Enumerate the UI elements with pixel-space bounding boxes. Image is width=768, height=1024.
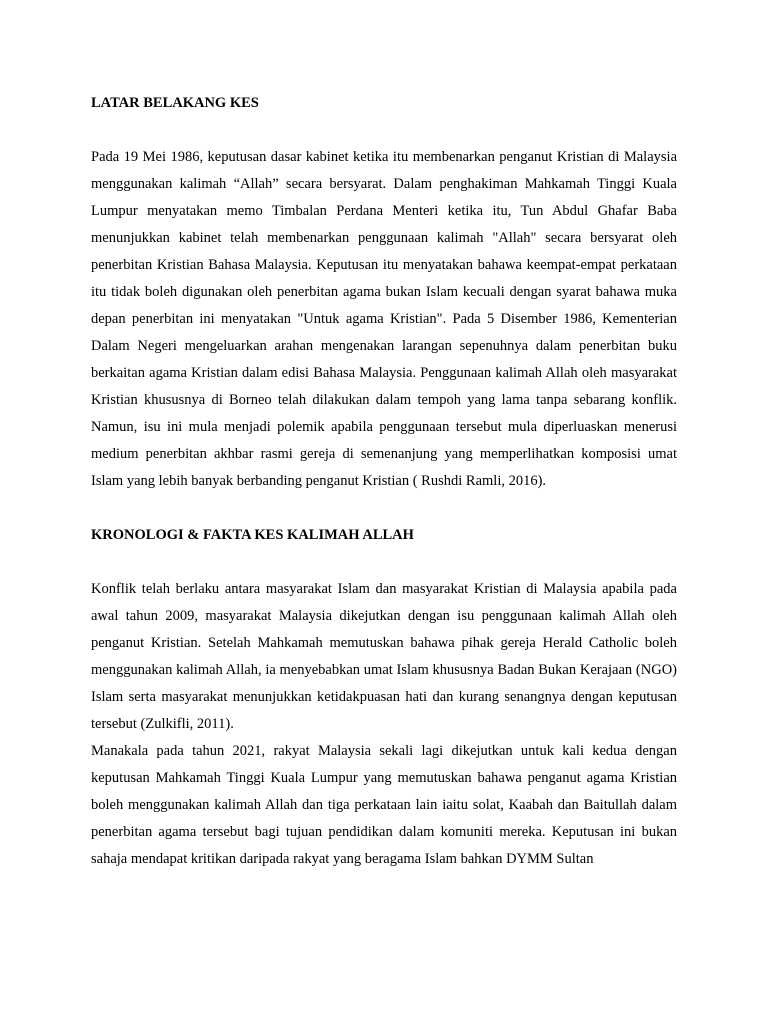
section-heading-kronologi: KRONOLOGI & FAKTA KES KALIMAH ALLAH xyxy=(91,527,414,543)
paragraph-latar-belakang: Pada 19 Mei 1986, keputusan dasar kabinet ketika itu membenarkan penganut Kristian di Malaysia menggunakan kalimah “Allah” secara bersyarat. Dalam penghakiman Mahkamah Tinggi Kuala Lumpur menyatakan memo Timbalan Perdana Menteri ketika itu, Tun Abdul Ghafar Baba menunjukkan kabinet telah membenarkan penggunaan kalimah "Allah" secara bersyarat oleh penerbitan Kristian Bahasa Malaysia. Keputusan itu menyatakan bahawa keempat-empat perkataan itu tidak boleh digunakan oleh penerbitan agama bukan Islam kecuali dengan syarat bahawa muka depan penerbitan ini menyatakan "Untuk agama Kristian". Pada 5 Disember 1986, Kementerian Dalam Negeri mengeluarkan arahan mengenakan larangan sepenuhnya dalam penerbitan buku berkaitan agama Kristian dalam edisi Bahasa Malaysia. Penggunaan kalimah Allah oleh masyarakat Kristian khususnya di Borneo telah dilakukan dalam tempoh yang lama tanpa sebarang konflik. Namun, isu ini mula menjadi polemik apabila penggunaan tersebut mula diperluaskan menerusi medium penerbitan akhbar rasmi gereja di semenanjung yang memperlihatkan komposisi umat Islam yang lebih banyak berbanding penganut Kristian ( Rushdi Ramli, 2016). xyxy=(91,149,677,489)
section-heading-latar-belakang: LATAR BELAKANG KES xyxy=(91,95,259,111)
paragraph-kronologi-2: Manakala pada tahun 2021, rakyat Malaysia sekali lagi dikejutkan untuk kali kedua dengan keputusan Mahkamah Tinggi Kuala Lumpur yang memutuskan bahawa penganut agama Kristian boleh menggunakan kalimah Allah dan tiga perkataan lain iaitu solat, Kaabah dan Baitullah dalam penerbitan agama tersebut bagi tujuan pendidikan dalam komuniti mereka. Keputusan ini bukan sahaja mendapat kritikan daripada rakyat yang beragama Islam bahkan DYMM Sultan xyxy=(91,743,677,867)
paragraph-kronologi-1: Konflik telah berlaku antara masyarakat Islam dan masyarakat Kristian di Malaysia apabila pada awal tahun 2009, masyarakat Malaysia dikejutkan dengan isu penggunaan kalimah Allah oleh penganut Kristian. Setelah Mahkamah memutuskan bahawa pihak gereja Herald Catholic boleh menggunakan kalimah Allah, ia menyebabkan umat Islam khususnya Badan Bukan Kerajaan (NGO) Islam serta masyarakat menunjukkan ketidakpuasan hati dan kurang senangnya dengan keputusan tersebut (Zulkifli, 2011). xyxy=(91,581,677,732)
document-page xyxy=(91,90,677,873)
